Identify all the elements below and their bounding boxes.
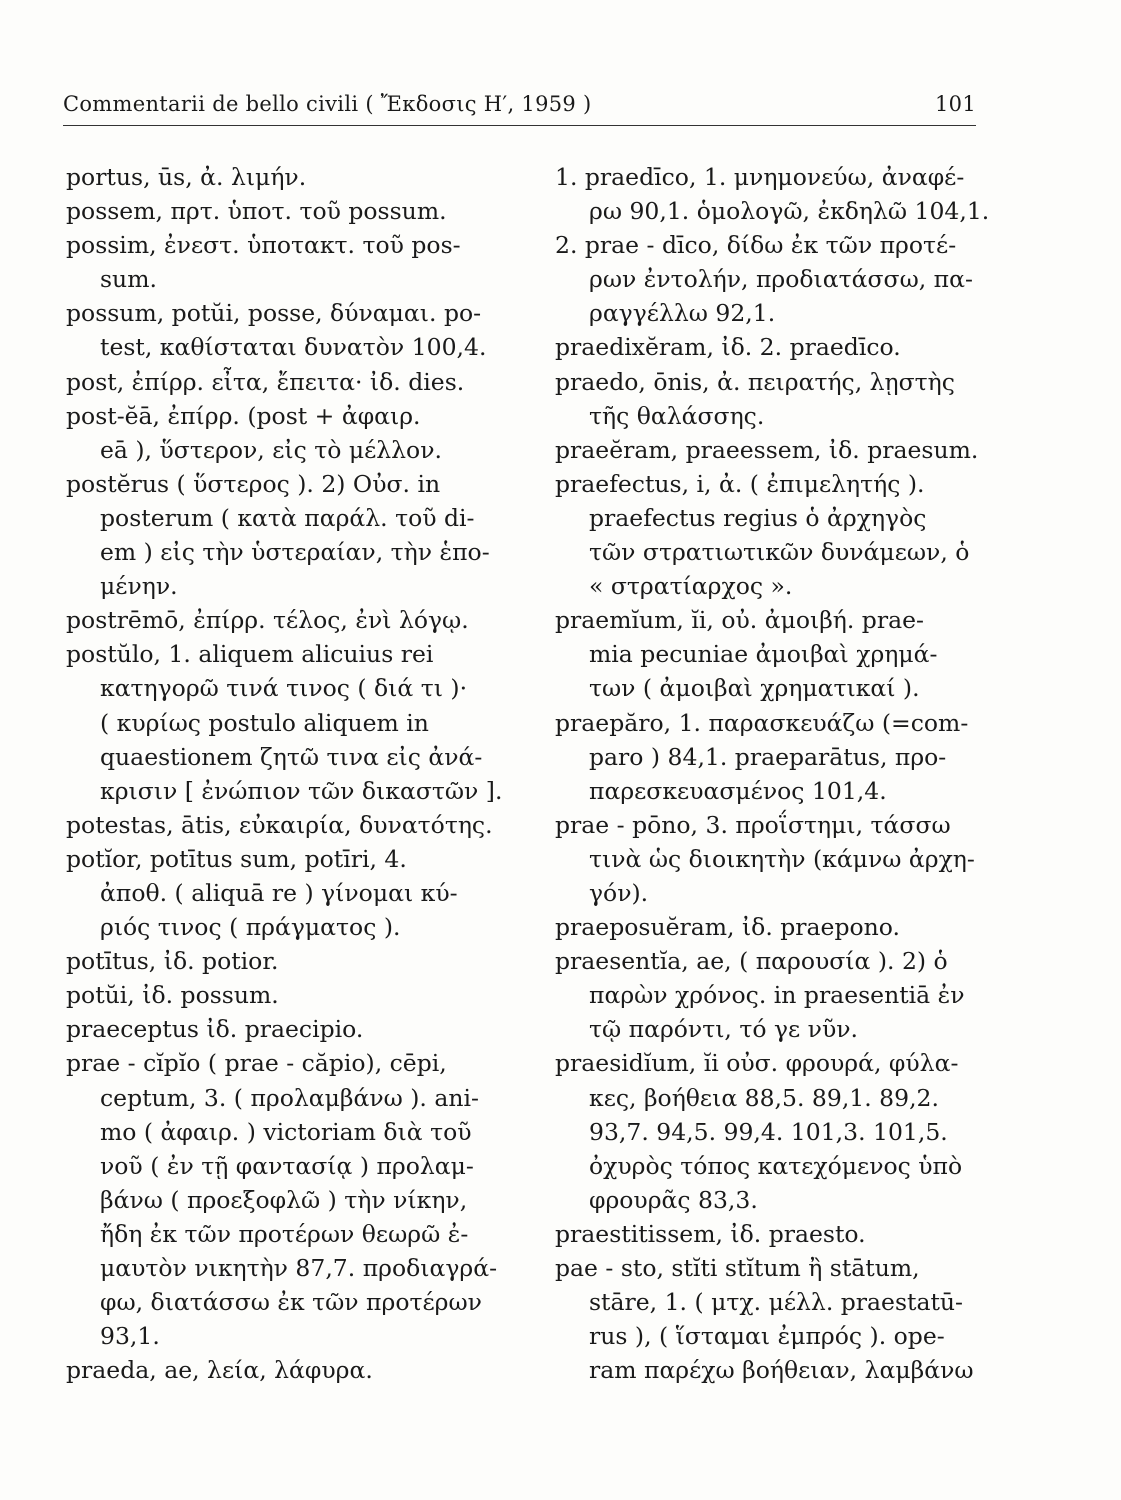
dictionary-line: κες, βοήθεια 88,5. 89,1. 89,2. [589,1083,939,1112]
dictionary-line: ρω 90,1. ὁμολογῶ, ἐκδηλῶ 104,1. [589,197,990,226]
dictionary-line: « στρατίαρχος ». [589,572,793,601]
dictionary-line: potŭi, ἰδ. possum. [66,981,279,1010]
dictionary-line: sum. [100,265,157,294]
dictionary-line: φω, διατάσσω ἐκ τῶν προτέρων [100,1288,482,1317]
left-column [66,160,516,1387]
dictionary-line: κρισιν [ ἐνώπιον τῶν δικαστῶν ]. [100,776,503,805]
dictionary-line: possem, πρτ. ὑποτ. τοῦ possum. [66,197,447,226]
dictionary-line: possum, potŭi, posse, δύναμαι. po- [66,299,482,328]
dictionary-line: paro ) 84,1. praeparātus, προ- [589,742,947,771]
header-rule [63,125,976,126]
dictionary-line: φρουρᾶς 83,3. [589,1185,758,1214]
page-number: 101 [935,92,976,116]
dictionary-line: pae - sto, stĭti stĭtum ἢ stātum, [555,1254,920,1282]
dictionary-line: ἀποθ. ( aliquā re ) γίνομαι κύ- [100,878,458,907]
dictionary-line: mia pecuniae ἀμοιβαὶ χρημά- [589,640,938,669]
dictionary-line: γόν). [589,878,649,907]
dictionary-line: τῶν στρατιωτικῶν δυνάμεων, ὁ [589,538,970,567]
dictionary-line: ceptum, 3. ( προλαμβάνω ). ani- [100,1083,479,1112]
dictionary-line: em ) εἰς τὴν ὑστεραίαν, τὴν ἑπο- [100,538,490,567]
dictionary-line: μένην. [100,572,178,601]
dictionary-line: βάνω ( προεξοφλῶ ) τὴν νίκην, [100,1185,468,1214]
dictionary-line: ριός τινος ( πράγματος ). [100,913,401,942]
dictionary-line: μαυτὸν νικητὴν 87,7. προδιαγρά- [100,1254,498,1282]
dictionary-line: των ( ἀμοιβαὶ χρηματικαί ). [589,674,920,703]
dictionary-line: praeda, ae, λεία, λάφυρα. [66,1356,373,1385]
dictionary-line: post, ἐπίρρ. εἶτα, ἔπειτα· ἰδ. dies. [66,367,465,396]
dictionary-line: τινὰ ὡς διοικητὴν (κάμνω ἀρχη- [589,844,975,873]
dictionary-line: quaestionem ζητῶ τινα εἰς ἀνά- [100,742,483,771]
dictionary-line: praefectus, i, ἀ. ( ἐπιμελητής ). [555,469,925,498]
dictionary-line: ram παρέχω βοήθειαν, λαμβάνω [589,1356,974,1385]
dictionary-line: post-ĕā, ἐπίρρ. (post + ἀφαιρ. [66,401,421,430]
dictionary-line: praemĭum, ĭi, οὐ. ἀμοιβή. prae- [555,606,924,635]
dictionary-line: possim, ἐνεστ. ὑποτακτ. τοῦ pos- [66,231,461,260]
dictionary-line: potestas, ātis, εὐκαιρία, δυνατότης. [66,810,493,839]
dictionary-line: 93,1. [100,1322,160,1351]
dictionary-line: rus ), ( ἵσταμαι ἐμπρός ). ope- [589,1322,945,1351]
dictionary-line: 93,7. 94,5. 99,4. 101,3. 101,5. [589,1117,948,1146]
dictionary-line: 1. praedīco, 1. μνημονεύω, ἀναφέ- [555,163,965,191]
dictionary-line: praefectus regius ὁ ἀρχηγὸς [589,503,927,532]
dictionary-line: praeĕram, praeessem, ἰδ. praesum. [555,435,979,464]
dictionary-line: stāre, 1. ( μτχ. μέλλ. praestatū- [589,1288,963,1317]
dictionary-line: test, καθίσταται δυνατὸν 100,4. [100,333,487,362]
dictionary-line: prae - cĭpĭo ( prae - căpio), cēpi, [66,1049,447,1078]
dictionary-line: ὀχυρὸς τόπος κατεχόμενος ὑπὸ [589,1151,963,1180]
dictionary-line: κατηγορῶ τινά τινος ( διά τι )· [100,674,468,703]
dictionary-line: potītus, ἰδ. potior. [66,947,279,976]
dictionary-line: ἤδη ἐκ τῶν προτέρων θεωρῶ ἐ- [100,1219,469,1248]
dictionary-line: praestitissem, ἰδ. praesto. [555,1219,866,1248]
dictionary-line: postĕrus ( ὕστερος ). 2) Οὐσ. in [66,469,441,498]
dictionary-line: potĭor, potītus sum, potīri, 4. [66,844,407,873]
dictionary-line: posterum ( κατὰ παράλ. τοῦ di- [100,503,475,532]
dictionary-line: praedo, ōnis, ἀ. πειρατής, λῃστὴς [555,367,955,396]
dictionary-line: praeposuĕram, ἰδ. praepono. [555,913,900,942]
dictionary-line: praepăro, 1. παρασκευάζω (=com- [555,708,969,737]
dictionary-line: praesentĭa, ae, ( παρουσία ). 2) ὁ [555,947,948,976]
dictionary-line: ραγγέλλω 92,1. [589,299,776,328]
dictionary-line: ρων ἐντολήν, προδιατάσσω, πα- [589,265,973,294]
dictionary-line: ( κυρίως postulo aliquem in [100,708,429,737]
right-column [555,160,990,1387]
dictionary-line: τῆς θαλάσσης. [589,401,765,430]
dictionary-line: νοῦ ( ἐν τῇ φαντασίᾳ ) προλαμ- [100,1151,474,1180]
dictionary-line: τῷ παρόντι, τό γε νῦν. [589,1015,858,1044]
dictionary-line: eā ), ὕστερον, εἰς τὸ μέλλον. [100,435,442,464]
dictionary-line: praedixĕram, ἰδ. 2. praedīco. [555,333,901,362]
dictionary-line: postŭlo, 1. aliquem alicuius rei [66,640,434,669]
dictionary-line: mo ( ἀφαιρ. ) victoriam διὰ τοῦ [100,1117,472,1146]
dictionary-line: prae - pōno, 3. προΐστημι, τάσσω [555,810,951,839]
dictionary-line: praeceptus ἰδ. praecipio. [66,1015,364,1044]
dictionary-line: παρὼν χρόνος. in praesentiā ἐν [589,981,965,1010]
dictionary-line: 2. prae - dīco, δίδω ἐκ τῶν προτέ- [555,231,957,260]
dictionary-line: portus, ūs, ἀ. λιμήν. [66,163,307,191]
dictionary-line: postrēmō, ἐπίρρ. τέλος, ἐνὶ λόγῳ. [66,606,469,635]
header-title: Commentarii de bello civili ( Ἔκδοσις Η′, 1959 ) [63,92,592,116]
dictionary-line: praesidĭum, ĭi οὐσ. φρουρά, φύλα- [555,1049,959,1078]
dictionary-line: παρεσκευασμένος 101,4. [589,776,887,805]
